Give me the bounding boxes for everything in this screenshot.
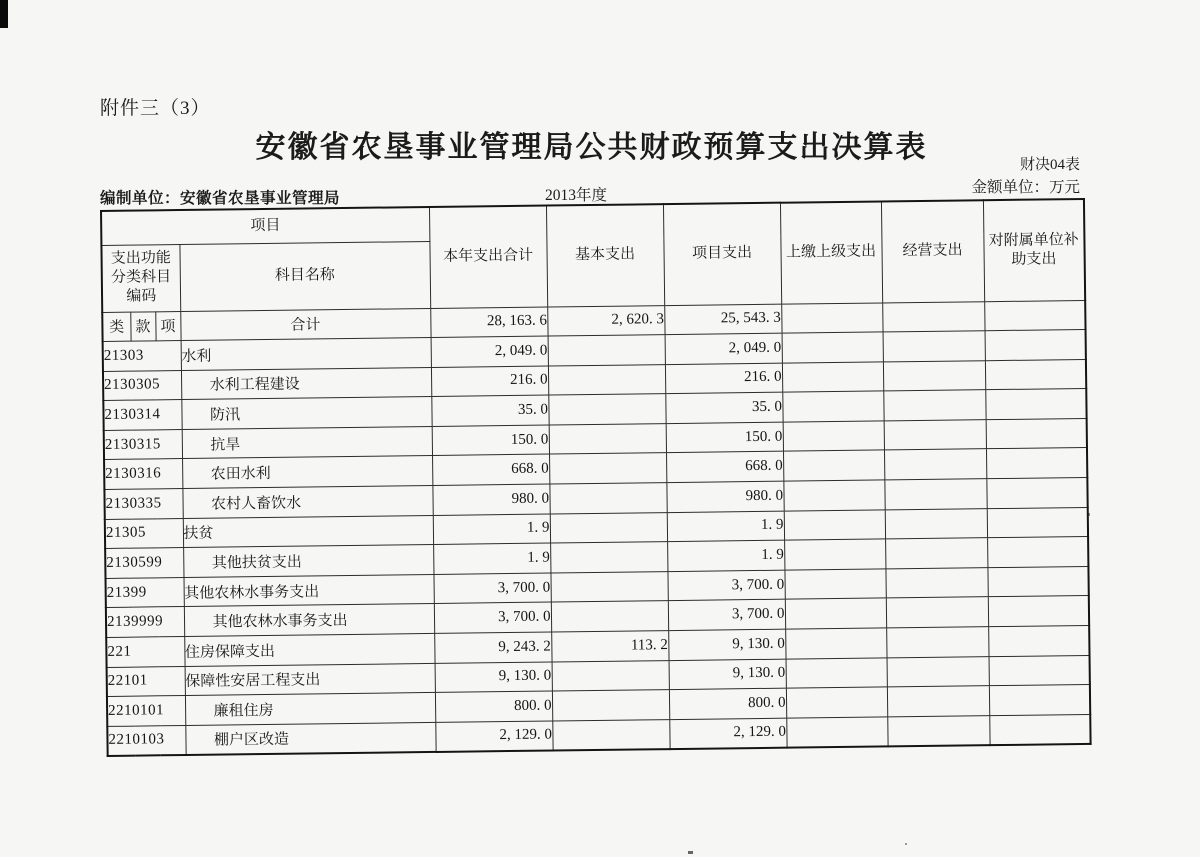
amount-unit-label: 金额单位：万元 (971, 179, 1080, 196)
value-cell (784, 569, 885, 600)
value-cell (548, 335, 665, 366)
value-cell (549, 423, 666, 454)
function-code-cell: 22101 (107, 666, 185, 697)
value-cell: 9, 130. 0 (669, 659, 786, 690)
value-cell (985, 389, 1086, 420)
value-cell (781, 302, 882, 333)
value-cell (784, 539, 885, 570)
value-cell (550, 512, 667, 543)
value-cell (883, 331, 985, 362)
function-code-cell: 2210103 (107, 725, 185, 756)
code-subheader-cell: 类 (102, 312, 130, 342)
value-cell (883, 360, 985, 391)
attachment-label: 附件三（3） (100, 98, 211, 119)
value-cell (783, 480, 884, 511)
value-cell (552, 690, 669, 721)
value-cell (885, 538, 987, 569)
value-cell (987, 566, 1088, 597)
budget-table-body (102, 300, 1090, 756)
page-title: 安徽省农垦事业管理局公共财政预算支出决算表 (255, 131, 928, 164)
value-cell: 113. 2 (551, 631, 668, 662)
value-cell (886, 597, 988, 628)
value-cell (989, 714, 1090, 745)
value-cell: 150. 0 (432, 425, 549, 456)
value-cell (552, 660, 669, 691)
value-cell (986, 478, 1087, 509)
value-cell: 980. 0 (666, 481, 783, 512)
value-cell (986, 448, 1087, 479)
fiscal-year-label: 2013年度 (545, 187, 608, 204)
budget-table-wrap (100, 198, 1090, 757)
subject-name-cell: 扶贫 (183, 515, 433, 548)
subject-name-cell: 保障性安居工程支出 (185, 663, 435, 696)
value-cell (785, 628, 886, 659)
value-cell (988, 596, 1089, 627)
function-code-cell: 21303 (103, 341, 181, 372)
function-code-cell: 2130599 (105, 548, 183, 579)
value-cell (783, 450, 884, 481)
value-cell (984, 300, 1085, 331)
value-cell (550, 571, 667, 602)
value-cell: 3, 700. 0 (668, 600, 785, 631)
budget-table (100, 198, 1092, 757)
value-cell: 800. 0 (669, 688, 786, 719)
value-cell: 800. 0 (435, 691, 552, 722)
value-cell (782, 391, 883, 422)
code-subheader-cell: 款 (130, 311, 155, 341)
value-cell: 2, 620. 3 (547, 305, 664, 336)
value-cell (783, 421, 884, 452)
value-cell: 668. 0 (432, 455, 549, 486)
value-cell (884, 479, 986, 510)
header-operating-expenditure: 经营支出 (881, 200, 984, 302)
value-cell: 2, 049. 0 (665, 333, 782, 364)
value-cell (885, 508, 987, 539)
value-cell: 668. 0 (666, 452, 783, 483)
subject-name-cell: 合计 (180, 308, 430, 341)
function-code-cell: 221 (106, 637, 184, 668)
function-code-cell: 2139999 (106, 607, 184, 638)
header-upward-remittance: 上缴上级支出 (780, 201, 882, 303)
value-cell: 1. 9 (433, 543, 550, 574)
value-cell (887, 686, 989, 717)
value-cell (884, 449, 986, 480)
value-cell: 3, 700. 0 (433, 573, 550, 604)
value-cell (782, 332, 883, 363)
value-cell (885, 568, 987, 599)
subject-name-cell: 其他农林水事务支出 (184, 604, 434, 637)
value-cell (884, 420, 986, 451)
value-cell (987, 507, 1088, 538)
function-code-cell: 2130314 (103, 400, 181, 431)
value-cell (887, 715, 989, 746)
value-cell (988, 625, 1089, 656)
function-code-cell: 2130305 (103, 370, 181, 401)
value-cell (989, 685, 1090, 716)
value-cell (785, 598, 886, 629)
form-code-label: 财决04表 (1019, 157, 1080, 173)
value-cell: 150. 0 (666, 422, 783, 453)
value-cell: 216. 0 (431, 366, 548, 397)
value-cell (782, 362, 883, 393)
value-cell: 25, 543. 3 (664, 304, 781, 335)
subject-name-cell: 廉租住房 (185, 693, 435, 726)
value-cell (989, 655, 1090, 686)
value-cell (549, 453, 666, 484)
code-subheader-cell: 项 (155, 311, 180, 341)
header-subsidy-to-affiliates: 对附属单位补 助支出 (983, 199, 1085, 301)
scan-artifact-speck (905, 843, 907, 845)
value-cell (549, 483, 666, 514)
value-cell: 35. 0 (665, 392, 782, 423)
value-cell: 3, 700. 0 (434, 602, 551, 633)
prepared-by-label: 编制单位：安徽省农垦事业管理局 (100, 190, 341, 207)
value-cell (552, 719, 669, 750)
value-cell (985, 330, 1086, 361)
scan-artifact-corner-mark (0, 0, 8, 28)
value-cell: 9, 243. 2 (434, 632, 551, 663)
function-code-cell: 21399 (105, 577, 183, 608)
subject-name-cell: 防汛 (181, 397, 431, 430)
header-total-expenditure: 本年支出合计 (429, 206, 547, 308)
function-code-cell: 2130335 (104, 489, 182, 520)
subject-name-cell: 抗旱 (182, 426, 432, 459)
header-subject-name: 科目名称 (179, 241, 430, 311)
subject-name-cell: 住房保障支出 (184, 633, 434, 666)
value-cell: 1. 9 (667, 540, 784, 571)
value-cell: 28, 163. 6 (430, 307, 547, 338)
header-project-expenditure: 项目支出 (663, 203, 781, 305)
value-cell: 9, 130. 0 (435, 662, 552, 693)
value-cell (786, 687, 887, 718)
scan-artifact-speck (688, 851, 693, 854)
value-cell (882, 301, 984, 332)
value-cell: 3, 700. 0 (667, 570, 784, 601)
subject-name-cell: 农田水利 (182, 456, 432, 489)
value-cell: 2, 049. 0 (431, 336, 548, 367)
subject-name-cell: 水利工程建设 (181, 367, 431, 400)
value-cell: 2, 129. 0 (669, 718, 786, 749)
value-cell (784, 510, 885, 541)
subject-name-cell: 水利 (181, 338, 431, 371)
value-cell: 2, 129. 0 (435, 721, 552, 752)
value-cell: 35. 0 (431, 395, 548, 426)
value-cell (887, 656, 989, 687)
value-cell (883, 390, 985, 421)
header-project: 项目 (101, 207, 429, 245)
header-basic-expenditure: 基本支出 (546, 204, 664, 306)
value-cell: 1. 9 (667, 511, 784, 542)
value-cell (551, 601, 668, 632)
value-cell (985, 359, 1086, 390)
value-cell (786, 658, 887, 689)
value-cell (986, 418, 1087, 449)
value-cell (786, 717, 887, 748)
value-cell (886, 627, 988, 658)
subject-name-cell: 其他扶贫支出 (183, 545, 433, 578)
value-cell (987, 537, 1088, 568)
value-cell: 1. 9 (433, 514, 550, 545)
function-code-cell: 2130315 (104, 429, 182, 460)
value-cell (548, 364, 665, 395)
function-code-cell: 2210101 (107, 696, 185, 727)
value-cell: 216. 0 (665, 363, 782, 394)
function-code-cell: 21305 (105, 518, 183, 549)
header-function-code: 支出功能 分类科目 编码 (101, 244, 180, 312)
value-cell: 980. 0 (432, 484, 549, 515)
value-cell: 9, 130. 0 (668, 629, 785, 660)
value-cell (550, 542, 667, 573)
subject-name-cell: 棚户区改造 (185, 722, 435, 755)
subject-name-cell: 其他农林水事务支出 (183, 574, 433, 607)
value-cell (548, 394, 665, 425)
function-code-cell: 2130316 (104, 459, 182, 490)
subject-name-cell: 农村人畜饮水 (182, 486, 432, 519)
